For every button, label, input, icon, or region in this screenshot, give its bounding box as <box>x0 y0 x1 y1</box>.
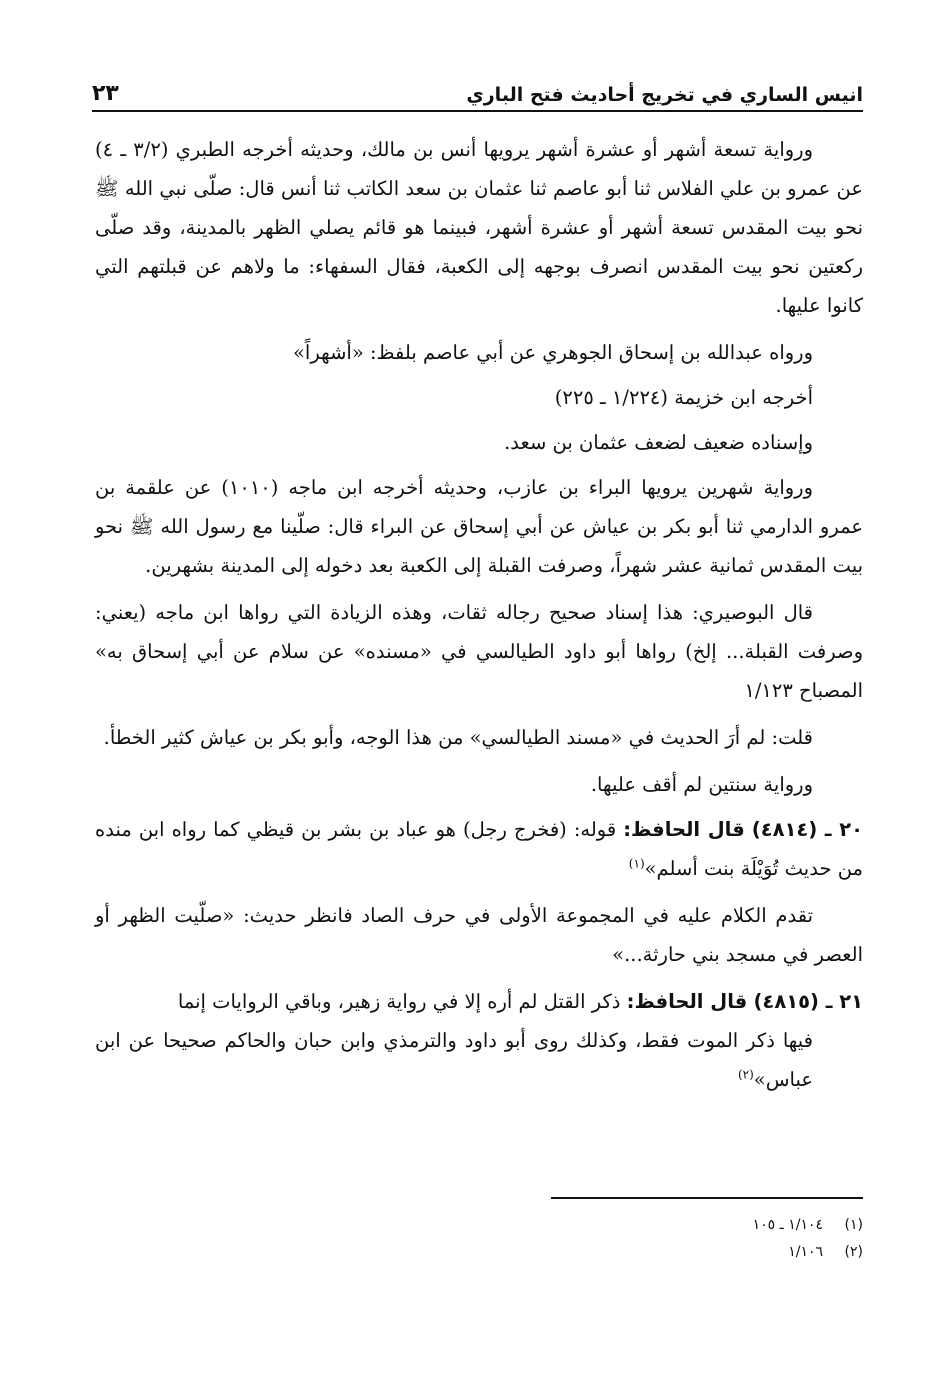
entry-text: فيها ذكر الموت فقط، وكذلك روى أبو داود والترمذي وابن حبان والحاكم صحيحا عن ابن عباس» <box>95 1029 813 1091</box>
entry-21-continuation <box>95 1021 863 1099</box>
footnote-rule <box>551 1197 863 1199</box>
paragraph: ورواية سنتين لم أقف عليها. <box>590 773 813 796</box>
body-text <box>95 130 863 1107</box>
entry-20 <box>95 810 863 888</box>
paragraph: قلت: لم أرَ الحديث في «مسند الطيالسي» من هذا الوجه، وأبو بكر بن عياش كثير الخطأ. <box>103 726 813 749</box>
page-number: ٢٣ <box>92 81 119 106</box>
entry-text: قوله: (فخرج رجل) هو عباد بن بشر بن قيظي كما رواه ابن منده من حديث تُوَيْلَة بنت أسلم» <box>95 818 863 880</box>
footnotes <box>533 1212 863 1266</box>
paragraph: أخرجه ابن خزيمة (١/٢٢٤ ـ ٢٢٥) <box>554 386 813 409</box>
footnote <box>533 1212 863 1239</box>
footnote-text: ١/١٠٦ <box>788 1244 823 1260</box>
entry-text: ذكر القتل لم أره إلا في رواية زهير، وباقي الروايات إنما <box>177 990 621 1013</box>
footnote-ref: (١) <box>628 856 645 871</box>
footnote-ref: (٢) <box>737 1067 754 1082</box>
footnote-mark: (٢) <box>844 1244 863 1260</box>
running-title: انيس الساري في تخريج أحاديث فتح الباري <box>466 84 863 106</box>
paragraph: تقدم الكلام عليه في المجموعة الأولى في حرف الصاد فانظر حديث: «صلّيت الظهر أو العصر في مسجد بني حارثة...» <box>95 904 863 966</box>
entry-21 <box>95 982 863 1021</box>
footnote <box>533 1239 863 1266</box>
footnote-mark: (١) <box>844 1217 863 1233</box>
paragraph: وإسناده ضعيف لضعف عثمان بن سعد. <box>504 431 813 454</box>
footnote-text: ١/١٠٤ ـ ١٠٥ <box>752 1217 823 1233</box>
running-header <box>92 68 863 112</box>
paragraph: ورواه عبدالله بن إسحاق الجوهري عن أبي عاصم بلفظ: «أشهراً» <box>292 341 813 364</box>
entry-label: قال الحافظ: <box>626 990 748 1013</box>
paragraph: قال البوصيري: هذا إسناد صحيح رجاله ثقات، وهذه الزيادة التي رواها ابن ماجه (يعني: وصرفت القبلة... إلخ) رواها أبو داود الطيالسي في «مسنده» عن سلام عن أبي إسحاق به» المصباح ١/١٢٣ <box>95 601 863 702</box>
entry-number: ٢١ ـ (٤٨١٥) <box>753 990 863 1013</box>
paragraph: ورواية تسعة أشهر أو عشرة أشهر يرويها أنس بن مالك، وحديثه أخرجه الطبري (٣/٢ ـ ٤) عن عمرو بن علي الفلاس ثنا أبو عاصم ثنا عثمان بن سعد الكاتب ثنا أنس قال: صلّى نبي الله ﷺ نحو بيت المقدس تسعة أشهر أو عشرة أشهر، فبينما هو قائم يصلي الظهر بالمدينة، وقد صلّى ركعتين نحو بيت المقدس انصرف بوجهه إلى الكعبة، فقال السفهاء: ما ولاهم عن قبلتهم التي كانوا عليها. <box>95 138 863 317</box>
paragraph: ورواية شهرين يرويها البراء بن عازب، وحديثه أخرجه ابن ماجه (١٠١٠) عن علقمة بن عمرو الدارمي ثنا أبو بكر بن عياش عن أبي إسحاق عن البراء قال: صلّينا مع رسول الله ﷺ نحو بيت المقدس ثمانية عشر شهراً، وصرفت القبلة إلى الكعبة بعد دخوله إلى المدينة بشهرين. <box>95 476 863 577</box>
entry-label: قال الحافظ: <box>623 818 745 841</box>
entry-number: ٢٠ ـ (٤٨١٤) <box>751 818 863 841</box>
